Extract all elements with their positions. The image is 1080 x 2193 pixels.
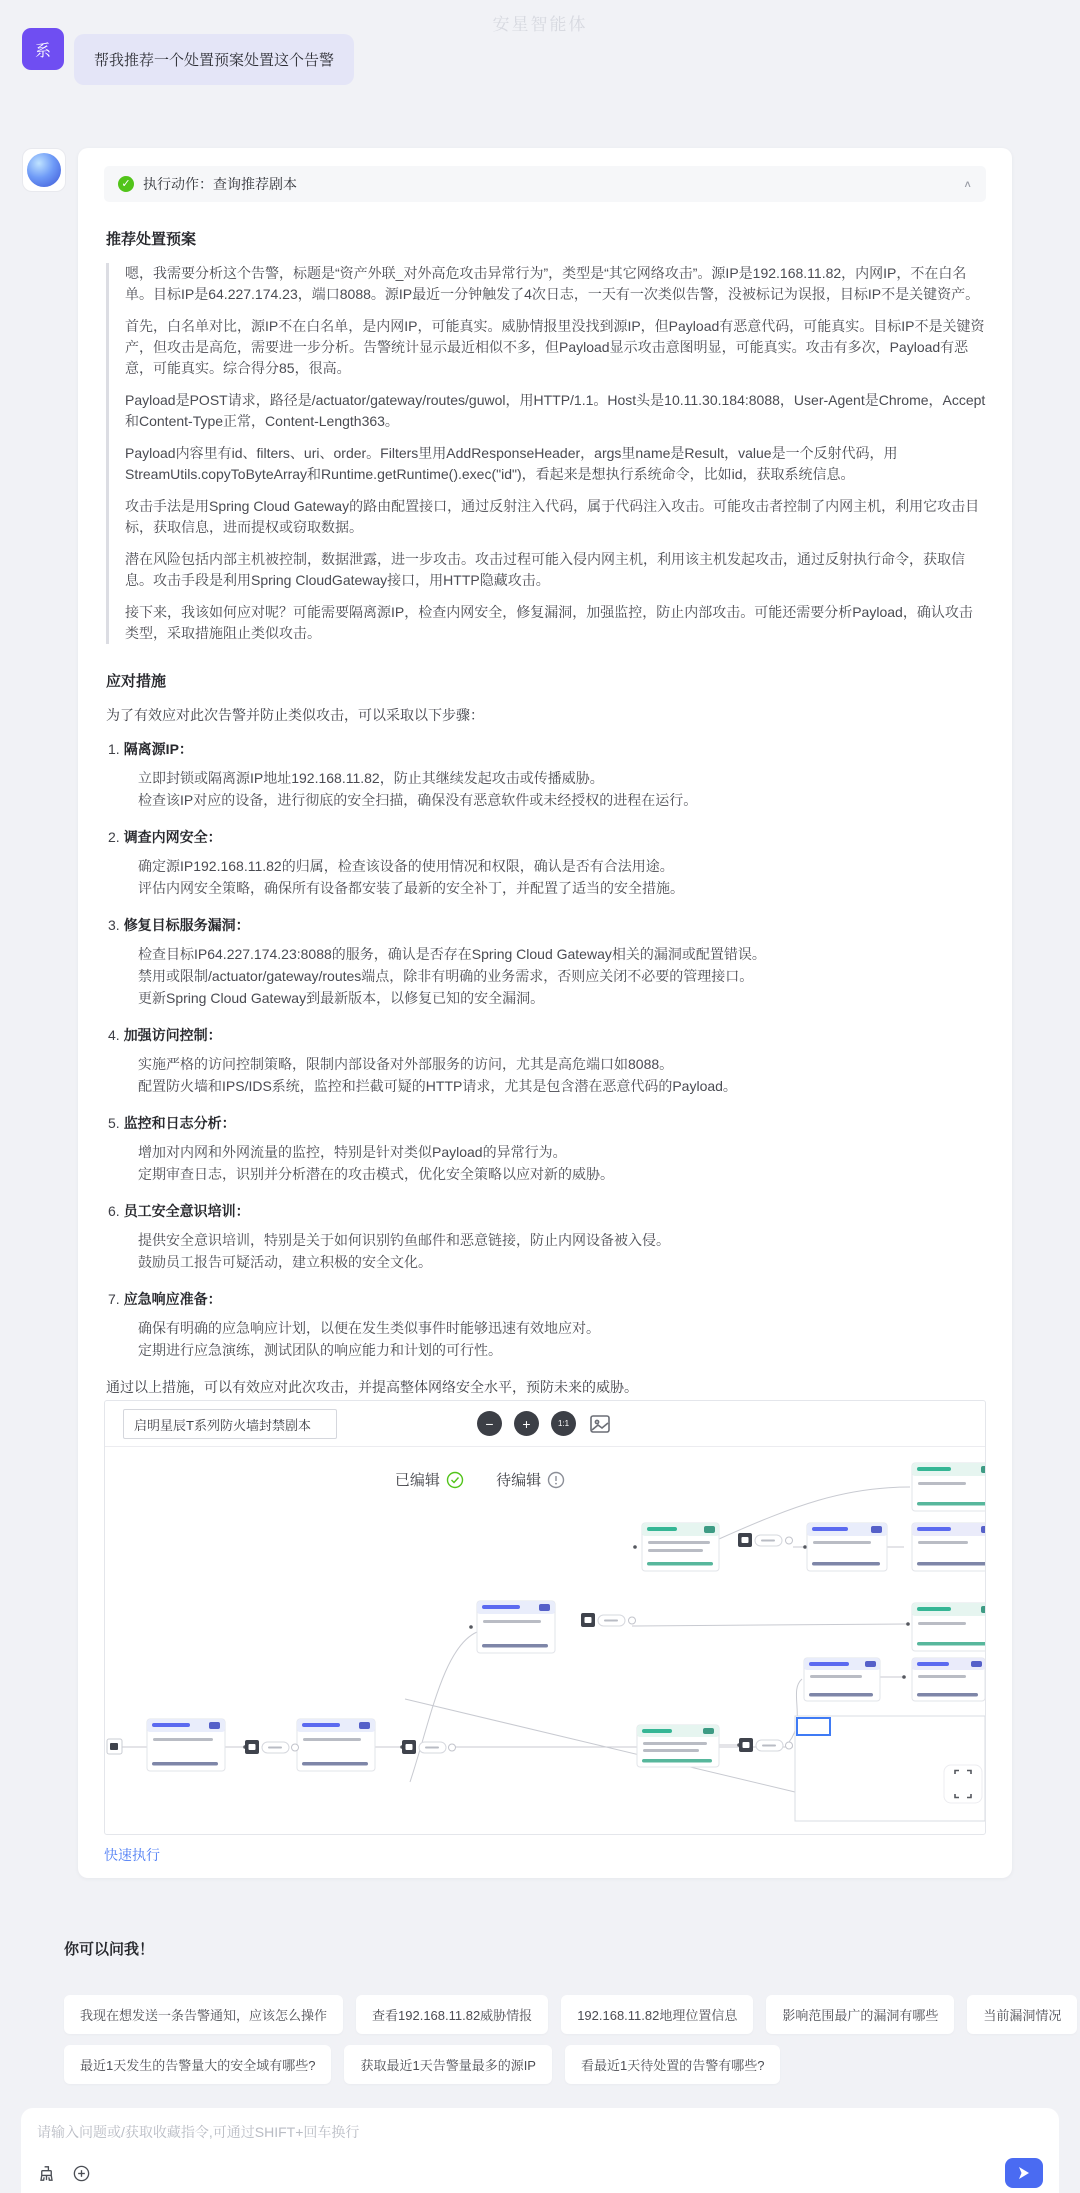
analysis-paragraph: 潜在风险包括内部主机被控制，数据泄露，进一步攻击。攻击过程可能入侵内网主机，利用该主机发起攻击，通过反射执行命令，获取信息。攻击手段是利用Spring CloudGateway接口，用HTTP隐藏攻击。 — [125, 551, 965, 588]
measures-heading: 应对措施 — [106, 673, 167, 690]
clear-history-icon[interactable] — [37, 2164, 56, 2183]
measures-intro: 为了有效应对此次告警并防止类似攻击，可以采取以下步骤： — [106, 707, 484, 723]
message-input[interactable] — [37, 2122, 1043, 2156]
playbook-flowchart[interactable] — [105, 1447, 985, 1834]
export-image-button[interactable] — [588, 1412, 612, 1436]
suggestion-chip[interactable]: 我现在想发送一条告警通知，应该怎么操作 — [64, 1995, 343, 2034]
analysis-paragraph: 嗯，我需要分析这个告警，标题是“资产外联_对外高危攻击异常行为”，类型是“其它网络攻击”。源IP是192.168.11.82，内网IP，不在白名单。目标IP是64.227.174.23，端口8088。源IP最近一分钟触发了4次日志，一天有一次类似告警，没被标记为误报，目标IP不是关键资产。 — [125, 265, 980, 302]
assistant-avatar — [22, 148, 66, 192]
flow-node[interactable] — [912, 1463, 985, 1511]
measure-item: 3. 修复目标服务漏洞： 检查目标IP64.227.174.23:8088的服务，确认是否存在Spring Cloud Gateway相关的漏洞或配置错误。 禁用或限制/actuator/gateway/routes端点，除非有明确的业务需求，否则应关闭不必要的管理接口。 更新Spring Cloud Gateway到最新版本，以修复已知的安全漏洞。 — [108, 917, 766, 1006]
measures-list — [108, 739, 986, 1361]
measure-item: 4. 加强访问控制： 实施严格的访问控制策略，限制内部设备对外部服务的访问，尤其是高危端口如8088。 配置防火墙和IPS/IDS系统，监控和拦截可疑的HTTP请求，尤其是包含潜在恶意代码的Payload。 — [108, 1027, 737, 1094]
assistant-logo-icon — [27, 153, 61, 187]
suggestions-heading: 你可以问我！ — [64, 1941, 155, 1958]
flow-node[interactable] — [637, 1725, 719, 1767]
analysis-paragraph: 接下来，我该如何应对呢？可能需要隔离源IP，检查内网安全，修复漏洞，加强监控，防止内部攻击。可能还需要分析Payload，确认攻击类型，采取措施阻止类似攻击。 — [125, 604, 973, 641]
measure-item: 5. 监控和日志分析： 增加对内网和外网流量的监控，特别是针对类似Payload的异常行为。 定期审查日志，识别并分析潜在的攻击模式，优化安全策略以应对新的威胁。 — [108, 1115, 614, 1182]
analysis-paragraph: 攻击手法是用Spring Cloud Gateway的路由配置接口，通过反射注入代码，属于代码注入攻击。可能攻击者控制了内网主机，利用它攻击目标，获取信息，进而提权或窃取数据。 — [125, 498, 980, 535]
analysis-paragraph: Payload内容里有id、filters、uri、order。Filters里用AddResponseHeader，args里name是Result，value是一个反射代码，用StreamUtils.copyToByteArray和Runtime.getRuntime().exec("id")，看起来是想执行系统命令，比如id，获取系统信息。 — [125, 445, 898, 482]
analysis-paragraph: 首先，白名单对比，源IP不在白名单，是内网IP，可能真实。威胁情报里没找到源IP，但Payload有恶意代码，可能真实。目标IP不是关键资产，但攻击是高危，需要进一步分析。告警统计显示最近相似不多，但Payload显示攻击意图明显，可能真实。攻击有多次，Payload有恶意，可能真实。综合得分85，很高。 — [125, 318, 985, 376]
suggestion-chip[interactable]: 当前漏洞情况 — [967, 1995, 1077, 2034]
flow-connector[interactable] — [402, 1740, 456, 1754]
suggestion-chip[interactable]: 最近1天发生的告警量大的安全域有哪些? — [64, 2045, 331, 2084]
flow-node[interactable] — [807, 1523, 887, 1571]
analysis-quote-block — [106, 263, 986, 644]
add-attachment-icon[interactable] — [72, 2164, 91, 2183]
collapse-caret-icon[interactable]: ∧ — [963, 178, 972, 190]
assistant-message-card — [78, 148, 1012, 1878]
flow-node[interactable] — [912, 1658, 985, 1701]
flow-graph-svg[interactable] — [105, 1447, 985, 1834]
flow-node[interactable] — [147, 1719, 225, 1771]
suggestion-chip[interactable]: 影响范围最广的漏洞有哪些 — [766, 1995, 954, 2034]
zoom-in-button[interactable]: + — [514, 1411, 539, 1436]
user-message-row — [22, 28, 354, 85]
suggestion-chip[interactable]: 查看192.168.11.82威胁情报 — [356, 1995, 548, 2034]
suggestion-chip[interactable]: 看最近1天待处置的告警有哪些? — [565, 2045, 780, 2084]
flow-node[interactable] — [297, 1719, 375, 1771]
action-status-bar[interactable] — [104, 166, 986, 202]
analysis-heading: 推荐处置预案 — [106, 231, 197, 248]
flow-toolbar — [105, 1401, 985, 1447]
user-message-bubble: 帮我推荐一个处置预案处置这个告警 — [74, 34, 354, 85]
playbook-name-input[interactable] — [123, 1409, 337, 1439]
flow-node[interactable] — [912, 1603, 985, 1651]
flow-node[interactable] — [804, 1658, 880, 1701]
quick-run-link[interactable]: 快速执行 — [104, 1847, 160, 1863]
pending-warning-icon — [547, 1471, 565, 1489]
action-status-text: 执行动作：查询推荐剧本 — [143, 176, 297, 192]
suggestion-chip[interactable]: 192.168.11.82地理位置信息 — [561, 1995, 753, 2034]
fullscreen-button[interactable] — [944, 1765, 982, 1803]
playbook-flow-panel — [104, 1400, 986, 1835]
user-avatar: 系 — [22, 28, 64, 70]
flow-connector[interactable] — [738, 1533, 793, 1547]
measure-item: 2. 调查内网安全： 确定源IP192.168.11.82的归属，检查该设备的使用情况和权限，确认是否有合法用途。 评估内网安全策略，确保所有设备都安装了最新的安全补丁，并配置了适当的安全措施。 — [108, 829, 684, 896]
edited-check-icon — [446, 1471, 464, 1489]
flow-start-node[interactable] — [107, 1739, 122, 1754]
app-watermark: 安星智能体 — [492, 15, 588, 34]
flow-connector[interactable] — [739, 1738, 793, 1752]
analysis-paragraph: Payload是POST请求，路径是/actuator/gateway/routes/guwol，用HTTP/1.1。Host头是10.11.30.184:8088，User-Agent是Chrome，Accept和Content-Type正常，Content-Length363。 — [125, 392, 986, 429]
suggestion-chip[interactable]: 获取最近1天告警量最多的源IP — [344, 2045, 552, 2084]
send-button[interactable] — [1005, 2158, 1043, 2188]
legend-pending-label: 待编辑 — [496, 1472, 542, 1489]
message-composer — [21, 2108, 1059, 2193]
fit-view-button[interactable]: 1:1 — [551, 1411, 576, 1436]
measure-item: 1. 隔离源IP： 立即封锁或隔离源IP地址192.168.11.82，防止其继续发起攻击或传播威胁。 检查该IP对应的设备，进行彻底的安全扫描，确保没有恶意软件或未经授权的进程在运行。 — [108, 741, 698, 808]
flow-node[interactable] — [642, 1523, 719, 1571]
legend-edited-label: 已编辑 — [394, 1472, 440, 1489]
success-check-icon: ✓ — [118, 176, 134, 192]
flow-connector[interactable] — [581, 1613, 636, 1627]
flow-connector[interactable] — [245, 1740, 299, 1754]
measure-item: 6. 员工安全意识培训： 提供安全意识培训，特别是关于如何识别钓鱼邮件和恶意链接，防止内网设备被入侵。 鼓励员工报告可疑活动，建立积极的安全文化。 — [108, 1203, 670, 1270]
suggestion-row — [64, 1995, 1062, 2034]
zoom-out-button[interactable]: − — [477, 1411, 502, 1436]
closing-paragraph: 通过以上措施，可以有效应对此次攻击，并提高整体网络安全水平，预防未来的威胁。 — [106, 1379, 638, 1395]
flow-node[interactable] — [477, 1601, 555, 1653]
send-icon — [1016, 2165, 1032, 2181]
flow-node[interactable] — [912, 1523, 985, 1571]
measure-item: 7. 应急响应准备： 确保有明确的应急响应计划，以便在发生类似事件时能够迅速有效地应对。 定期进行应急演练，测试团队的响应能力和计划的可行性。 — [108, 1291, 600, 1358]
flow-legend — [105, 1469, 855, 1490]
suggestion-row — [64, 2045, 1024, 2084]
